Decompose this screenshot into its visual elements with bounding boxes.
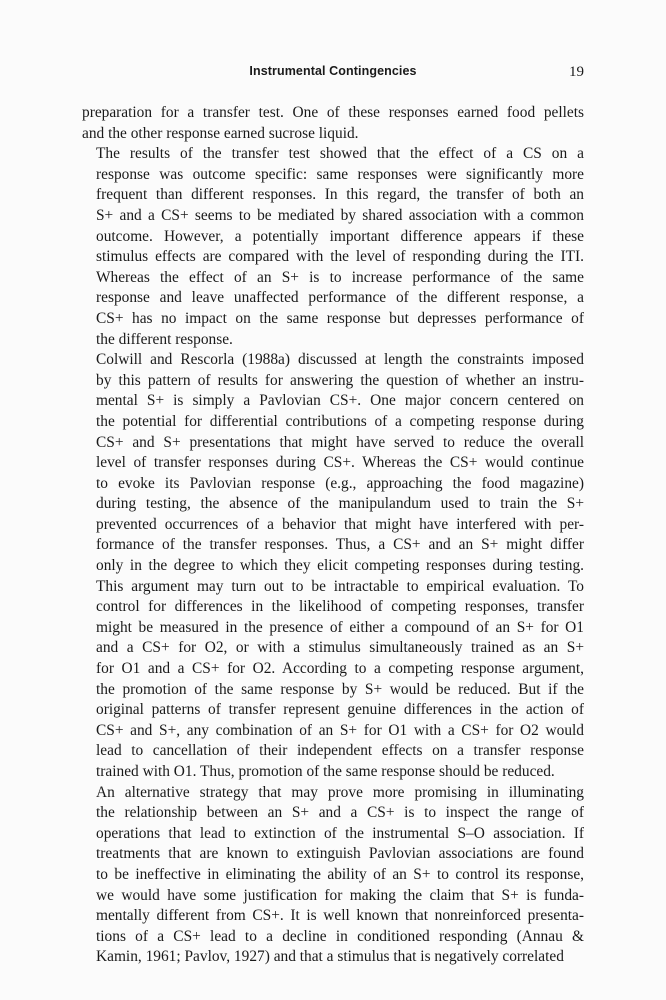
text-line: and a CS+ for O2, or with a stimulus simultaneously trained as an S+ <box>96 639 584 657</box>
text-line: level of transfer responses during CS+. Whereas the CS+ would continue <box>96 454 584 472</box>
text-line: Whereas the effect of an S+ is to increase performance of the same <box>96 268 584 286</box>
paragraph <box>82 103 584 144</box>
text-line: the promotion of the same response by S+ would be reduced. But if the <box>96 680 584 698</box>
text-line: lead to cancellation of their independent effects on a transfer response <box>96 742 584 760</box>
text-line: to be ineffective in eliminating the ability of an S+ to control its response, <box>96 865 584 883</box>
text-line: response was outcome specific: same responses were significantly more <box>96 165 584 183</box>
text-line: operations that lead to extinction of the instrumental S–O association. If <box>96 824 584 842</box>
text-line: by this pattern of results for answering the question of whether an instru- <box>96 371 584 389</box>
running-head <box>82 64 584 86</box>
paragraph <box>82 350 584 782</box>
running-title: Instrumental Contingencies <box>249 64 417 78</box>
text-line: only in the degree to which they elicit competing responses during testing. <box>96 557 584 575</box>
text-line: S+ and a CS+ seems to be mediated by shared association with a common <box>96 206 584 224</box>
text-line: prevented occurrences of a behavior that might have interfered with per- <box>96 515 584 533</box>
text-line: for O1 and a CS+ for O2. According to a competing response argument, <box>96 660 584 678</box>
text-line: Kamin, 1961; Pavlov, 1927) and that a stimulus that is negatively correlated <box>96 948 564 966</box>
text-line: mental S+ is simply a Pavlovian CS+. One major concern centered on <box>96 392 584 410</box>
text-line: and the other response earned sucrose liquid. <box>82 124 359 142</box>
text-line: control for differences in the likelihood of competing responses, transfer <box>96 598 584 616</box>
text-line: preparation for a transfer test. One of these responses earned food pellets <box>82 104 584 121</box>
text-line: the relationship between an S+ and a CS+ is to inspect the range of <box>96 804 584 822</box>
text-line: response and leave unaffected performance of the different response, a <box>96 289 584 307</box>
text-line: CS+ has no impact on the same response but depresses performance of <box>96 309 584 327</box>
text-line: trained with O1. Thus, promotion of the same response should be reduced. <box>96 763 555 780</box>
text-line: outcome. However, a potentially important difference appears if these <box>96 227 584 245</box>
text-line: treatments that are known to extinguish Pavlovian associations are found <box>96 845 584 863</box>
text-line: during testing, the absence of the manipulandum used to train the S+ <box>96 495 584 513</box>
text-line: original patterns of transfer represent genuine differences in the action of <box>96 701 584 719</box>
paragraph <box>82 783 584 968</box>
text-line: formance of the transfer responses. Thus, a CS+ and an S+ might differ <box>96 536 584 554</box>
text-line: the potential for differential contributions of a competing response during <box>96 412 584 430</box>
text-line: stimulus effects are compared with the level of responding during the ITI. <box>96 248 584 266</box>
body-text <box>82 103 584 968</box>
text-line: The results of the transfer test showed that the effect of a CS on a <box>96 145 584 163</box>
text-line: the different response. <box>96 330 233 348</box>
text-line: mentally different from CS+. It is well known that nonreinforced presenta- <box>96 907 584 925</box>
text-line: CS+ and S+ presentations that might have served to reduce the overall <box>96 433 584 451</box>
text-line: might be measured in the presence of either a compound of an S+ for O1 <box>96 618 584 636</box>
text-line: Colwill and Rescorla (1988a) discussed at length the constraints imposed <box>96 351 584 369</box>
paragraph <box>82 144 584 350</box>
text-line: tions of a CS+ lead to a decline in conditioned responding (Annau & <box>96 927 584 945</box>
page-number: 19 <box>569 64 584 80</box>
text-line: CS+ and S+, any combination of an S+ for O1 with a CS+ for O2 would <box>96 721 584 739</box>
text-line: This argument may turn out to be intractable to empirical evaluation. To <box>96 577 584 595</box>
text-line: we would have some justification for making the claim that S+ is funda- <box>96 886 584 904</box>
text-line: frequent than different responses. In this regard, the transfer of both an <box>96 186 584 204</box>
text-line: An alternative strategy that may prove more promising in illuminating <box>96 783 584 801</box>
text-line: to evoke its Pavlovian response (e.g., approaching the food magazine) <box>96 474 584 492</box>
